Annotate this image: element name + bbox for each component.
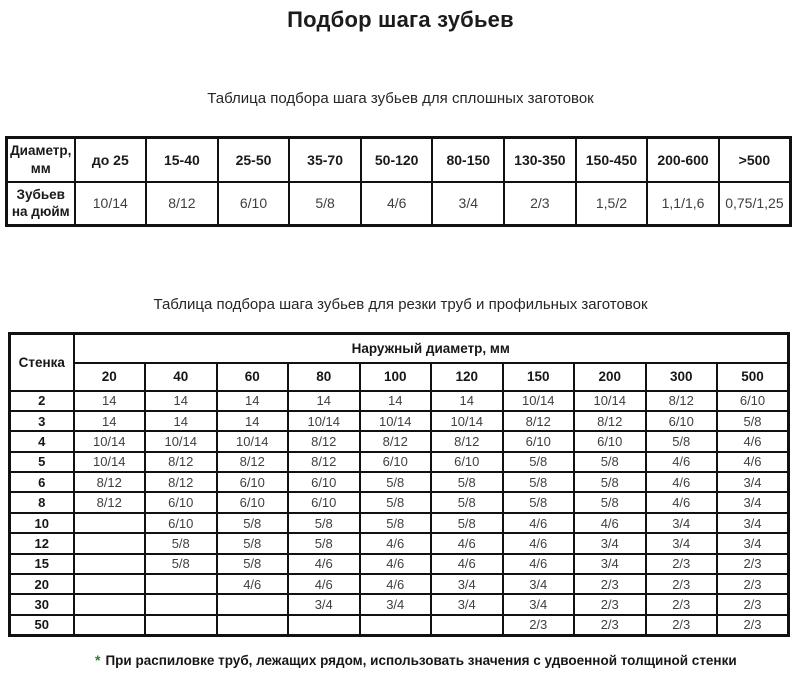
pipe-pitch-value-cell: 3/4 [646, 533, 718, 553]
tpi-value-cell: 10/14 [75, 182, 147, 226]
pipe-pitch-value-cell: 5/8 [217, 513, 289, 533]
pipe-pitch-value-cell: 5/8 [217, 554, 289, 574]
pipe-pitch-value-cell: 2/3 [717, 574, 789, 594]
pipe-profile-table [8, 332, 790, 637]
wall-thickness-label: 20 [10, 574, 74, 594]
pipe-pitch-value-cell: 6/10 [288, 472, 360, 492]
pipe-pitch-value-cell: 10/14 [145, 431, 217, 451]
diameter-range-cell: 25-50 [218, 138, 290, 182]
wall-thickness-label: 15 [10, 554, 74, 574]
pipe-pitch-value-cell: 2/3 [574, 594, 646, 614]
pipe-pitch-value-cell: 8/12 [431, 431, 503, 451]
pipe-pitch-value-cell: 4/6 [431, 533, 503, 553]
pipe-table-row [10, 492, 789, 512]
footnote-text: При распиловке труб, лежащих рядом, использовать значения с удвоенной толщиной стенки [105, 653, 737, 668]
tpi-row-header: Зубьев на дюйм [7, 182, 75, 226]
solid-tpi-values-row [7, 182, 791, 226]
tpi-value-cell: 1,5/2 [576, 182, 648, 226]
pipe-pitch-value-cell: 4/6 [431, 554, 503, 574]
pipe-pitch-value-cell: 3/4 [431, 594, 503, 614]
pipe-pitch-value-cell: 14 [288, 391, 360, 411]
pipe-pitch-value-cell: 14 [217, 411, 289, 431]
pipe-pitch-value-cell: 5/8 [431, 492, 503, 512]
pipe-diameter-column-header: 300 [646, 363, 718, 391]
pipe-pitch-value-cell: 2/3 [717, 554, 789, 574]
pipe-pitch-value-cell: 14 [360, 391, 432, 411]
pipe-pitch-value-cell: 4/6 [360, 554, 432, 574]
pipe-pitch-value-cell: 4/6 [288, 574, 360, 594]
pipe-pitch-value-cell: 2/3 [646, 615, 718, 635]
pipe-pitch-value-cell: 5/8 [145, 554, 217, 574]
pipe-pitch-value-cell: 4/6 [288, 554, 360, 574]
wall-thickness-label: 30 [10, 594, 74, 614]
pipe-pitch-value-cell: 5/8 [503, 452, 575, 472]
pipe-table-row [10, 513, 789, 533]
pipe-pitch-value-cell [74, 554, 146, 574]
solid-table-caption: Таблица подбора шага зубьев для сплошных заготовок [207, 90, 594, 107]
pipe-pitch-value-cell: 6/10 [503, 431, 575, 451]
pipe-pitch-value-cell: 5/8 [360, 492, 432, 512]
pipe-pitch-value-cell: 3/4 [503, 594, 575, 614]
pipe-pitch-value-cell: 5/8 [574, 492, 646, 512]
pipe-pitch-value-cell: 5/8 [431, 513, 503, 533]
pipe-pitch-value-cell: 5/8 [431, 472, 503, 492]
pipe-pitch-value-cell: 3/4 [717, 533, 789, 553]
pipe-pitch-value-cell [145, 615, 217, 635]
pipe-pitch-value-cell: 4/6 [646, 452, 718, 472]
pipe-pitch-value-cell: 3/4 [646, 513, 718, 533]
pipe-pitch-value-cell: 8/12 [574, 411, 646, 431]
pipe-table-row [10, 594, 789, 614]
pipe-pitch-value-cell: 14 [74, 391, 146, 411]
wall-thickness-label: 2 [10, 391, 74, 411]
pipe-pitch-value-cell: 4/6 [717, 431, 789, 451]
pipe-pitch-value-cell: 2/3 [717, 615, 789, 635]
pipe-header-row-columns [10, 363, 789, 391]
pipe-pitch-value-cell: 4/6 [503, 533, 575, 553]
diameter-range-cell: 150-450 [576, 138, 648, 182]
pipe-pitch-value-cell [145, 574, 217, 594]
pipe-pitch-value-cell: 10/14 [503, 391, 575, 411]
pipe-pitch-value-cell [360, 615, 432, 635]
pipe-pitch-value-cell: 10/14 [360, 411, 432, 431]
pipe-pitch-value-cell: 14 [431, 391, 503, 411]
pipe-pitch-value-cell [217, 594, 289, 614]
wall-thickness-label: 4 [10, 431, 74, 451]
pipe-pitch-value-cell: 8/12 [360, 431, 432, 451]
pipe-pitch-value-cell: 8/12 [145, 452, 217, 472]
pipe-pitch-value-cell: 3/4 [717, 513, 789, 533]
pipe-pitch-value-cell: 5/8 [288, 533, 360, 553]
wall-thickness-label: 12 [10, 533, 74, 553]
pipe-table-head [10, 334, 789, 391]
pipe-table-row [10, 431, 789, 451]
pipe-pitch-value-cell: 4/6 [646, 472, 718, 492]
wall-thickness-label: 50 [10, 615, 74, 635]
pipe-header-row-outer [10, 334, 789, 363]
tpi-value-cell: 8/12 [146, 182, 218, 226]
pipe-pitch-value-cell [74, 615, 146, 635]
diameter-range-cell: 200-600 [647, 138, 719, 182]
pipe-table-row [10, 554, 789, 574]
pipe-pitch-value-cell [217, 615, 289, 635]
pipe-diameter-column-header: 60 [217, 363, 289, 391]
pipe-table-row [10, 452, 789, 472]
tpi-value-cell: 5/8 [289, 182, 361, 226]
pipe-pitch-value-cell [74, 594, 146, 614]
pipe-pitch-value-cell: 10/14 [288, 411, 360, 431]
pipe-pitch-value-cell: 2/3 [503, 615, 575, 635]
pipe-diameter-column-header: 40 [145, 363, 217, 391]
pipe-pitch-value-cell: 5/8 [503, 492, 575, 512]
pipe-pitch-value-cell: 5/8 [646, 431, 718, 451]
pipe-pitch-value-cell [288, 615, 360, 635]
pipe-pitch-value-cell: 14 [74, 411, 146, 431]
diameter-range-cell: 130-350 [504, 138, 576, 182]
wall-column-header: Стенка [10, 334, 74, 391]
pipe-pitch-value-cell: 4/6 [503, 554, 575, 574]
wall-thickness-label: 5 [10, 452, 74, 472]
footnote [95, 652, 737, 668]
tpi-value-cell: 0,75/1,25 [719, 182, 791, 226]
pipe-pitch-value-cell: 8/12 [503, 411, 575, 431]
pipe-pitch-value-cell: 6/10 [431, 452, 503, 472]
wall-thickness-label: 8 [10, 492, 74, 512]
pipe-pitch-value-cell: 2/3 [717, 594, 789, 614]
pipe-pitch-value-cell: 6/10 [646, 411, 718, 431]
pipe-pitch-value-cell: 5/8 [360, 472, 432, 492]
diameter-range-cell: 80-150 [432, 138, 504, 182]
pipe-pitch-value-cell: 6/10 [717, 391, 789, 411]
pipe-pitch-value-cell: 3/4 [574, 554, 646, 574]
pipe-pitch-value-cell: 4/6 [646, 492, 718, 512]
pipe-pitch-value-cell: 2/3 [646, 574, 718, 594]
pipe-table-row [10, 615, 789, 635]
diameter-range-cell: 50-120 [361, 138, 433, 182]
pipe-diameter-column-header: 500 [717, 363, 789, 391]
pipe-table-row [10, 411, 789, 431]
pipe-diameter-column-header: 80 [288, 363, 360, 391]
pipe-pitch-value-cell: 5/8 [574, 472, 646, 492]
pipe-pitch-value-cell: 6/10 [145, 513, 217, 533]
tpi-value-cell: 4/6 [361, 182, 433, 226]
pipe-table-body [10, 391, 789, 636]
pipe-pitch-value-cell: 4/6 [503, 513, 575, 533]
pipe-diameter-column-header: 120 [431, 363, 503, 391]
pipe-pitch-value-cell: 3/4 [431, 574, 503, 594]
pipe-pitch-value-cell: 8/12 [145, 472, 217, 492]
pipe-table-row [10, 472, 789, 492]
pipe-pitch-value-cell: 10/14 [74, 452, 146, 472]
pipe-pitch-value-cell [431, 615, 503, 635]
diameter-range-cell: 15-40 [146, 138, 218, 182]
pipe-pitch-value-cell: 5/8 [574, 452, 646, 472]
diameter-range-cell: до 25 [75, 138, 147, 182]
pipe-pitch-value-cell: 4/6 [574, 513, 646, 533]
pipe-pitch-value-cell: 6/10 [360, 452, 432, 472]
pipe-pitch-value-cell: 10/14 [74, 431, 146, 451]
pipe-pitch-value-cell: 10/14 [217, 431, 289, 451]
pipe-pitch-value-cell: 8/12 [74, 472, 146, 492]
pipe-pitch-value-cell: 6/10 [145, 492, 217, 512]
pipe-pitch-value-cell: 6/10 [574, 431, 646, 451]
tpi-value-cell: 1,1/1,6 [647, 182, 719, 226]
pipe-pitch-value-cell: 8/12 [217, 452, 289, 472]
wall-thickness-label: 6 [10, 472, 74, 492]
wall-thickness-label: 10 [10, 513, 74, 533]
pipe-pitch-value-cell: 6/10 [288, 492, 360, 512]
diameter-range-cell: >500 [719, 138, 791, 182]
diameter-range-cell: 35-70 [289, 138, 361, 182]
pipe-pitch-value-cell: 5/8 [288, 513, 360, 533]
pipe-pitch-value-cell: 5/8 [503, 472, 575, 492]
pipe-pitch-value-cell [74, 574, 146, 594]
pipe-pitch-value-cell: 4/6 [217, 574, 289, 594]
pipe-pitch-value-cell: 3/4 [717, 472, 789, 492]
pipe-pitch-value-cell: 14 [145, 411, 217, 431]
pipe-pitch-value-cell: 3/4 [717, 492, 789, 512]
pipe-pitch-value-cell: 14 [217, 391, 289, 411]
outer-diameter-header: Наружный диаметр, мм [74, 334, 789, 363]
pipe-pitch-value-cell: 4/6 [360, 533, 432, 553]
solid-diameter-header-row [7, 138, 791, 182]
pipe-table-row [10, 391, 789, 411]
pipe-pitch-value-cell: 3/4 [574, 533, 646, 553]
pipe-pitch-value-cell: 3/4 [360, 594, 432, 614]
pipe-pitch-value-cell: 14 [145, 391, 217, 411]
pipe-pitch-value-cell: 5/8 [217, 533, 289, 553]
pipe-pitch-value-cell: 5/8 [360, 513, 432, 533]
pipe-pitch-value-cell: 4/6 [360, 574, 432, 594]
pipe-pitch-value-cell: 10/14 [574, 391, 646, 411]
pipe-pitch-value-cell [145, 594, 217, 614]
footnote-asterisk-marker: * [95, 652, 101, 668]
solid-workpiece-table [5, 136, 792, 227]
pipe-table-row [10, 533, 789, 553]
pipe-pitch-value-cell: 6/10 [217, 472, 289, 492]
pipe-pitch-value-cell [74, 533, 146, 553]
pipe-pitch-value-cell: 2/3 [646, 554, 718, 574]
pipe-diameter-column-header: 200 [574, 363, 646, 391]
tpi-value-cell: 3/4 [432, 182, 504, 226]
wall-thickness-label: 3 [10, 411, 74, 431]
pipe-pitch-value-cell: 8/12 [288, 452, 360, 472]
pipe-diameter-column-header: 100 [360, 363, 432, 391]
pipe-pitch-value-cell: 3/4 [288, 594, 360, 614]
pipe-table-row [10, 574, 789, 594]
pipe-table-caption: Таблица подбора шага зубьев для резки труб и профильных заготовок [153, 296, 648, 313]
pipe-pitch-value-cell: 8/12 [74, 492, 146, 512]
pipe-pitch-value-cell: 10/14 [431, 411, 503, 431]
pipe-pitch-value-cell: 5/8 [145, 533, 217, 553]
pipe-pitch-value-cell [74, 513, 146, 533]
pipe-diameter-column-header: 150 [503, 363, 575, 391]
pipe-pitch-value-cell: 2/3 [646, 594, 718, 614]
pipe-pitch-value-cell: 6/10 [217, 492, 289, 512]
pipe-pitch-value-cell: 8/12 [646, 391, 718, 411]
pipe-pitch-value-cell: 2/3 [574, 615, 646, 635]
pipe-pitch-value-cell: 3/4 [503, 574, 575, 594]
diameter-row-header: Диаметр, мм [7, 138, 75, 182]
page-title: Подбор шага зубьев [287, 7, 514, 32]
tpi-value-cell: 2/3 [504, 182, 576, 226]
pipe-diameter-column-header: 20 [74, 363, 146, 391]
pipe-pitch-value-cell: 5/8 [717, 411, 789, 431]
pipe-pitch-value-cell: 2/3 [574, 574, 646, 594]
pipe-pitch-value-cell: 4/6 [717, 452, 789, 472]
solid-workpiece-table-body [7, 138, 791, 226]
tpi-value-cell: 6/10 [218, 182, 290, 226]
pipe-pitch-value-cell: 8/12 [288, 431, 360, 451]
